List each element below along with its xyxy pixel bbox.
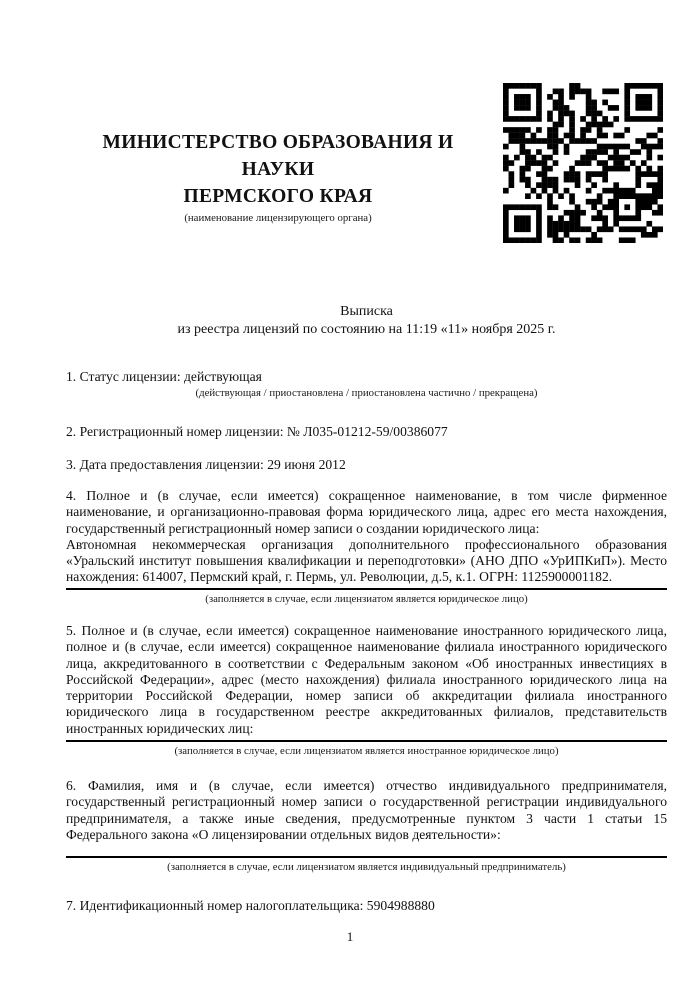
item-2-text: 2. Регистрационный номер лицензии: № Л035-01212-59/00386077 <box>66 424 448 439</box>
item-5-rule-caption: (заполняется в случае, если лицензиатом является иностранное юридическое лицо) <box>174 745 559 757</box>
item-7-text: 7. Идентификационный номер налогоплательщика: 5904988880 <box>66 898 435 913</box>
item-4-value: Автономная некоммерческая организация дополнительного профессионального образования «Уральский институт повышения квалификации и переподготовки» (АНО ДПО «УрИПКиП»). Место нахождения: 614007, Пермский край, г. Пермь, ул. Революции, д.5, к.1. ОГРН: 1125900001182. <box>66 536 667 585</box>
item-5-text: 5. Полное и (в случае, если имеется) сокращенное наименование иностранного юридического лица, полное и (в случае, если имеется) сокращенное наименование филиала иностранного юридического лица, аккредитованного в соответствии с Федеральным законом «Об иностранных инвестициях в Российской Федерации», адрес (место нахождения) филиала иностранного юридического лица на территории Российской Федерации, номер записи об аккредитации филиала иностранного юридического лица в государственном реестре аккредитованных филиалов, представительств иностранных юридических лиц: <box>66 623 667 736</box>
extract-title-line1: Выписка <box>340 304 393 319</box>
item-6-rule-caption: (заполняется в случае, если лицензиатом является индивидуальный предприниматель) <box>167 861 566 873</box>
item-4-rule-caption: (заполняется в случае, если лицензиатом является юридическое лицо) <box>205 593 528 605</box>
item-5-rule <box>66 740 667 742</box>
item-4-text: 4. Полное и (в случае, если имеется) сокращенное наименование, в том числе фирменное наименование, и организационно-правовая форма юридического лица, адрес его места нахождения, государственный регистрационный номер записи о создании юридического лица: <box>66 488 667 536</box>
item-5-fill-line <box>66 740 667 757</box>
extract-title <box>66 303 667 339</box>
item-1-text: 1. Статус лицензии: действующая <box>66 369 262 384</box>
item-6-fill-line <box>66 856 667 873</box>
licensing-authority-header <box>66 129 490 224</box>
item-2-registration-number <box>66 424 667 440</box>
item-1-license-status <box>66 369 667 399</box>
item-6-text: 6. Фамилия, имя и (в случае, если имеется) отчество индивидуального предпринимателя, государственный регистрационный номер записи о государственной регистрации индивидуального предпринимателя, а также иные сведения, предусмотренные пунктом 3 части 1 статьи 15 Федерального закона «О лицензировании отдельных видов деятельности»: <box>66 778 667 842</box>
item-7-taxpayer-number <box>66 898 667 914</box>
ministry-name-line1: МИНИСТЕРСТВО ОБРАЗОВАНИЯ И НАУКИ <box>102 132 454 180</box>
item-6-individual-entrepreneur <box>66 778 667 843</box>
item-4-legal-entity <box>66 488 667 586</box>
page-number: 1 <box>346 929 354 944</box>
item-5-foreign-entity <box>66 623 667 737</box>
qr-code-icon <box>503 83 663 243</box>
item-4-fill-line <box>66 588 667 605</box>
item-6-rule <box>66 856 667 858</box>
item-1-caption: (действующая / приостановлена / приостановлена частично / прекращена) <box>195 387 538 400</box>
licensing-authority-caption: (наименование лицензирующего органа) <box>184 212 372 224</box>
item-4-rule <box>66 588 667 590</box>
extract-title-line2: из реестра лицензий по состоянию на 11:19 «11» ноября 2025 г. <box>177 322 556 337</box>
ministry-name-line2: ПЕРМСКОГО КРАЯ <box>183 186 373 207</box>
item-3-license-date <box>66 457 667 473</box>
item-3-text: 3. Дата предоставления лицензии: 29 июня 2012 <box>66 457 346 472</box>
